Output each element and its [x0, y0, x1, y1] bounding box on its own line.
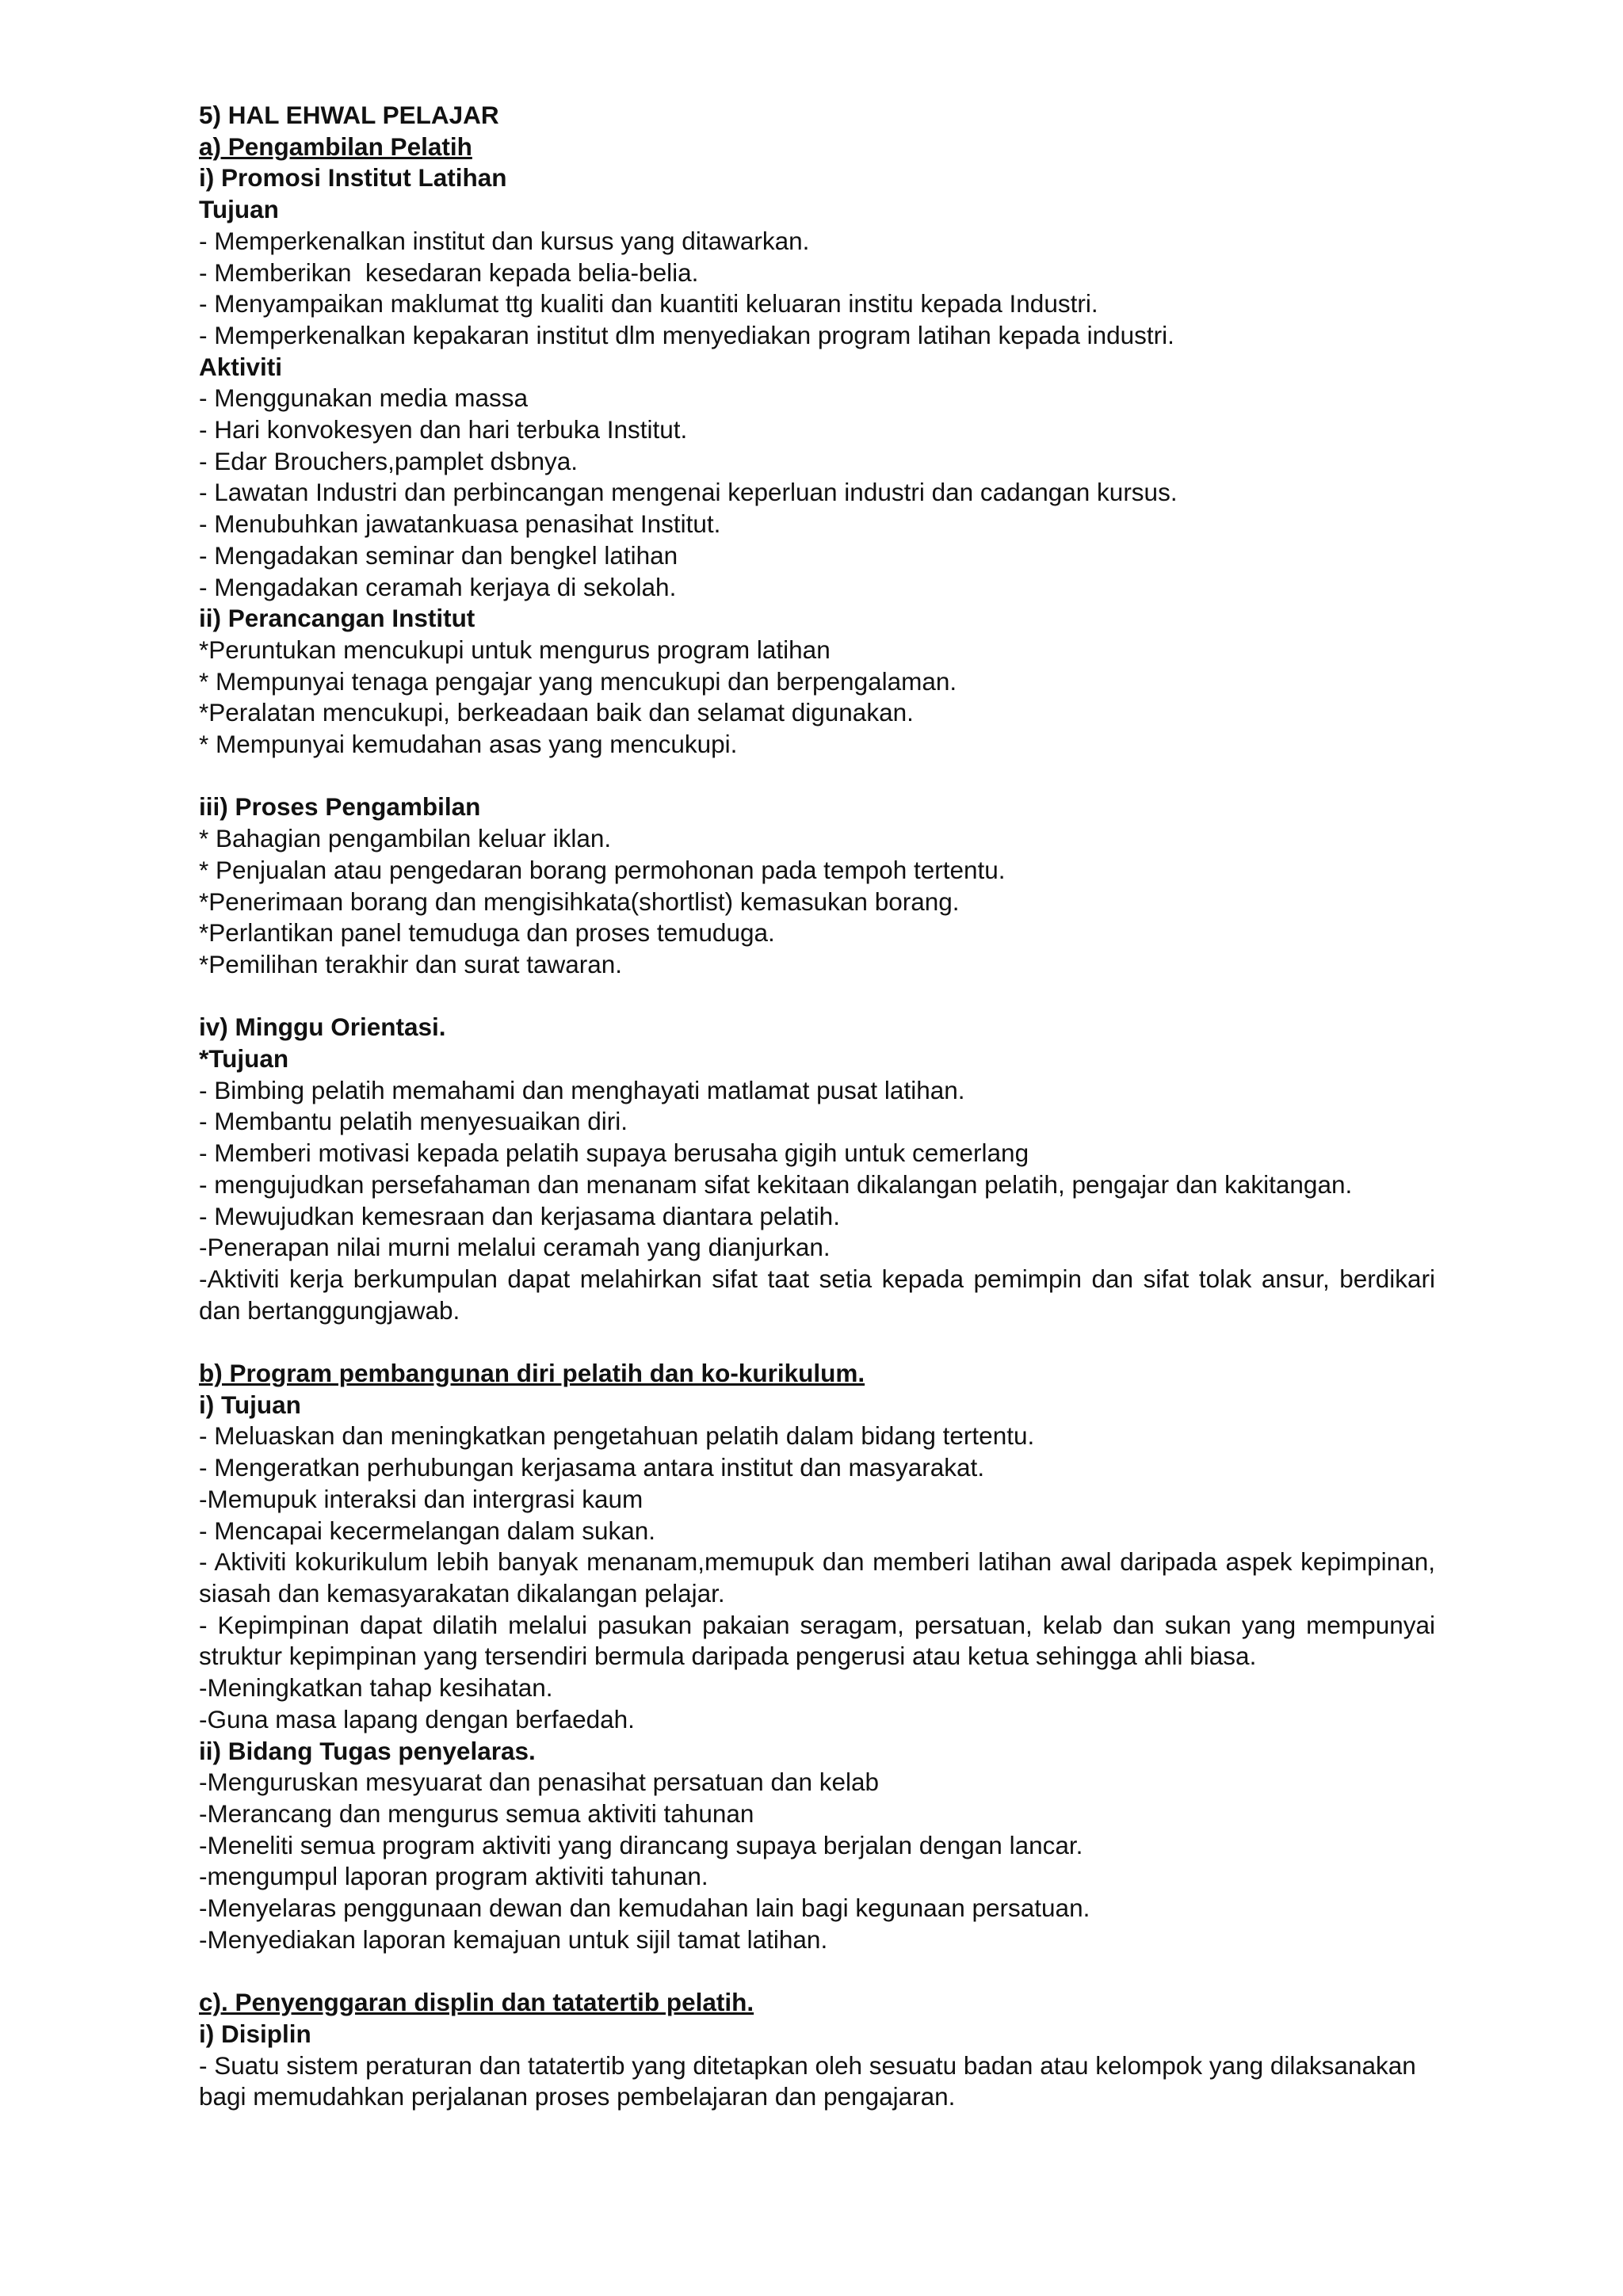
list-item: -Menyediakan laporan kemajuan untuk sijil tamat latihan. [199, 1924, 828, 1954]
promosi-tujuan-label: Tujuan [199, 195, 279, 224]
list-item: - Aktiviti kokurikulum lebih banyak menanam,memupuk dan memberi latihan awal daripada aspek kepimpinan, siasah dan kemasyarakatan dikalangan pelajar. [199, 1547, 1442, 1608]
list-item: -Penerapan nilai murni melalui ceramah yang dianjurkan. [199, 1233, 831, 1262]
list-item: * Mempunyai kemudahan asas yang mencukupi. [199, 730, 738, 759]
list-item: - Meluaskan dan meningkatkan pengetahuan pelatih dalam bidang tertentu. [199, 1421, 1035, 1451]
document-page [199, 100, 1442, 2113]
blank-line [199, 981, 1435, 1013]
list-item: *Perlantikan panel temuduga dan proses temuduga. [199, 918, 775, 948]
list-item: - Hari konvokesyen dan hari terbuka Institut. [199, 415, 688, 444]
list-item: -Meneliti semua program aktiviti yang dirancang supaya berjalan dengan lancar. [199, 1830, 1083, 1859]
blank-line [199, 761, 1435, 792]
list-item: - Menggunakan media massa [199, 383, 528, 413]
list-item: -Memupuk interaksi dan intergrasi kaum [199, 1484, 643, 1513]
list-item: - Mengeratkan perhubungan kerjasama antara institut dan masyarakat. [199, 1453, 985, 1482]
section-title: 5) HAL EHWAL PELAJAR [199, 101, 499, 129]
list-item: -Meningkatkan tahap kesihatan. [199, 1673, 553, 1703]
section-c-heading: c). Penyenggaran displin dan tatatertib pelatih. [199, 1988, 754, 2017]
orientasi-title: iv) Minggu Orientasi. [199, 1013, 446, 1042]
list-item: - Memberi motivasi kepada pelatih supaya berusaha gigih untuk cemerlang [199, 1138, 1029, 1168]
list-item: - Membantu pelatih menyesuaikan diri. [199, 1107, 628, 1136]
list-item: - Mengadakan seminar dan bengkel latihan [199, 540, 678, 570]
list-item: *Peralatan mencukupi, berkeadaan baik dan selamat digunakan. [199, 698, 914, 727]
list-item: -Menguruskan mesyuarat dan penasihat persatuan dan kelab [199, 1768, 880, 1797]
section-b-heading: b) Program pembangunan diri pelatih dan ko-kurikulum. [199, 1359, 865, 1388]
list-item: - Bimbing pelatih memahami dan menghayati matlamat pusat latihan. [199, 1075, 965, 1104]
list-item: -mengumpul laporan program aktiviti tahunan. [199, 1862, 708, 1891]
promosi-title: i) Promosi Institut Latihan [199, 163, 507, 193]
list-item: * Mempunyai tenaga pengajar yang mencukupi dan berpengalaman. [199, 666, 957, 696]
c-disiplin-title: i) Disiplin [199, 2019, 311, 2048]
list-item: - Menyampaikan maklumat ttg kualiti dan kuantiti keluaran institu kepada Industri. [199, 289, 1098, 318]
list-item: -Aktiviti kerja berkumpulan dapat melahirkan sifat taat setia kepada pemimpin dan sifat tolak ansur, berdikari dan bertanggungjawab. [199, 1264, 1442, 1325]
perancangan-title: ii) Perancangan Institut [199, 604, 475, 633]
list-item: -Merancang dan mengurus semua aktiviti tahunan [199, 1798, 754, 1828]
list-item: - Mengadakan ceramah kerjaya di sekolah. [199, 572, 677, 601]
list-item: - Mewujudkan kemesraan dan kerjasama diantara pelatih. [199, 1201, 840, 1230]
list-item: -Guna masa lapang dengan berfaedah. [199, 1704, 635, 1733]
b-tujuan-title: i) Tujuan [199, 1390, 301, 1419]
list-item: - Memberikan kesedaran kepada belia-belia. [199, 257, 699, 287]
list-item: *Penerimaan borang dan mengisihkata(shortlist) kemasukan borang. [199, 887, 960, 916]
list-item: - Memperkenalkan kepakaran institut dlm menyediakan program latihan kepada industri. [199, 320, 1174, 349]
list-item: - mengujudkan persefahaman dan menanam sifat kekitaan dikalangan pelatih, pengajar dan kakitangan. [199, 1169, 1353, 1199]
list-item: - Mencapai kecermelangan dalam sukan. [199, 1516, 656, 1545]
list-item: - Suatu sistem peraturan dan tatatertib yang ditetapkan oleh sesuatu badan atau kelompok yang dilaksanakan bagi memudahkan perjalanan proses pembelajaran dan pengajaran. [199, 2050, 1423, 2111]
orientasi-tujuan-label: *Tujuan [199, 1044, 289, 1074]
promosi-aktiviti-label: Aktiviti [199, 352, 283, 381]
list-item: - Memperkenalkan institut dan kursus yang ditawarkan. [199, 226, 810, 255]
list-item: - Lawatan Industri dan perbincangan mengenai keperluan industri dan cadangan kursus. [199, 478, 1178, 507]
list-item: - Edar Brouchers,pamplet dsbnya. [199, 446, 578, 475]
blank-line [199, 1326, 1435, 1358]
list-item: -Menyelaras penggunaan dewan dan kemudahan lain bagi kegunaan persatuan. [199, 1894, 1090, 1923]
section-a-heading: a) Pengambilan Pelatih [199, 132, 472, 161]
list-item: *Peruntukan mencukupi untuk mengurus program latihan [199, 635, 831, 664]
proses-title: iii) Proses Pengambilan [199, 792, 481, 822]
list-item: - Menubuhkan jawatankuasa penasihat Institut. [199, 509, 721, 539]
list-item: - Kepimpinan dapat dilatih melalui pasukan pakaian seragam, persatuan, kelab dan sukan yang mempunyai struktur kepimpinan yang tersendiri bermula daripada pengerusi atau ketua sehingga ahli biasa. [199, 1610, 1442, 1671]
list-item: *Pemilihan terakhir dan surat tawaran. [199, 949, 623, 978]
list-item: * Bahagian pengambilan keluar iklan. [199, 824, 612, 853]
b-tugas-title: ii) Bidang Tugas penyelaras. [199, 1736, 536, 1765]
blank-line [199, 1955, 1435, 1987]
list-item: * Penjualan atau pengedaran borang permohonan pada tempoh tertentu. [199, 855, 1006, 884]
